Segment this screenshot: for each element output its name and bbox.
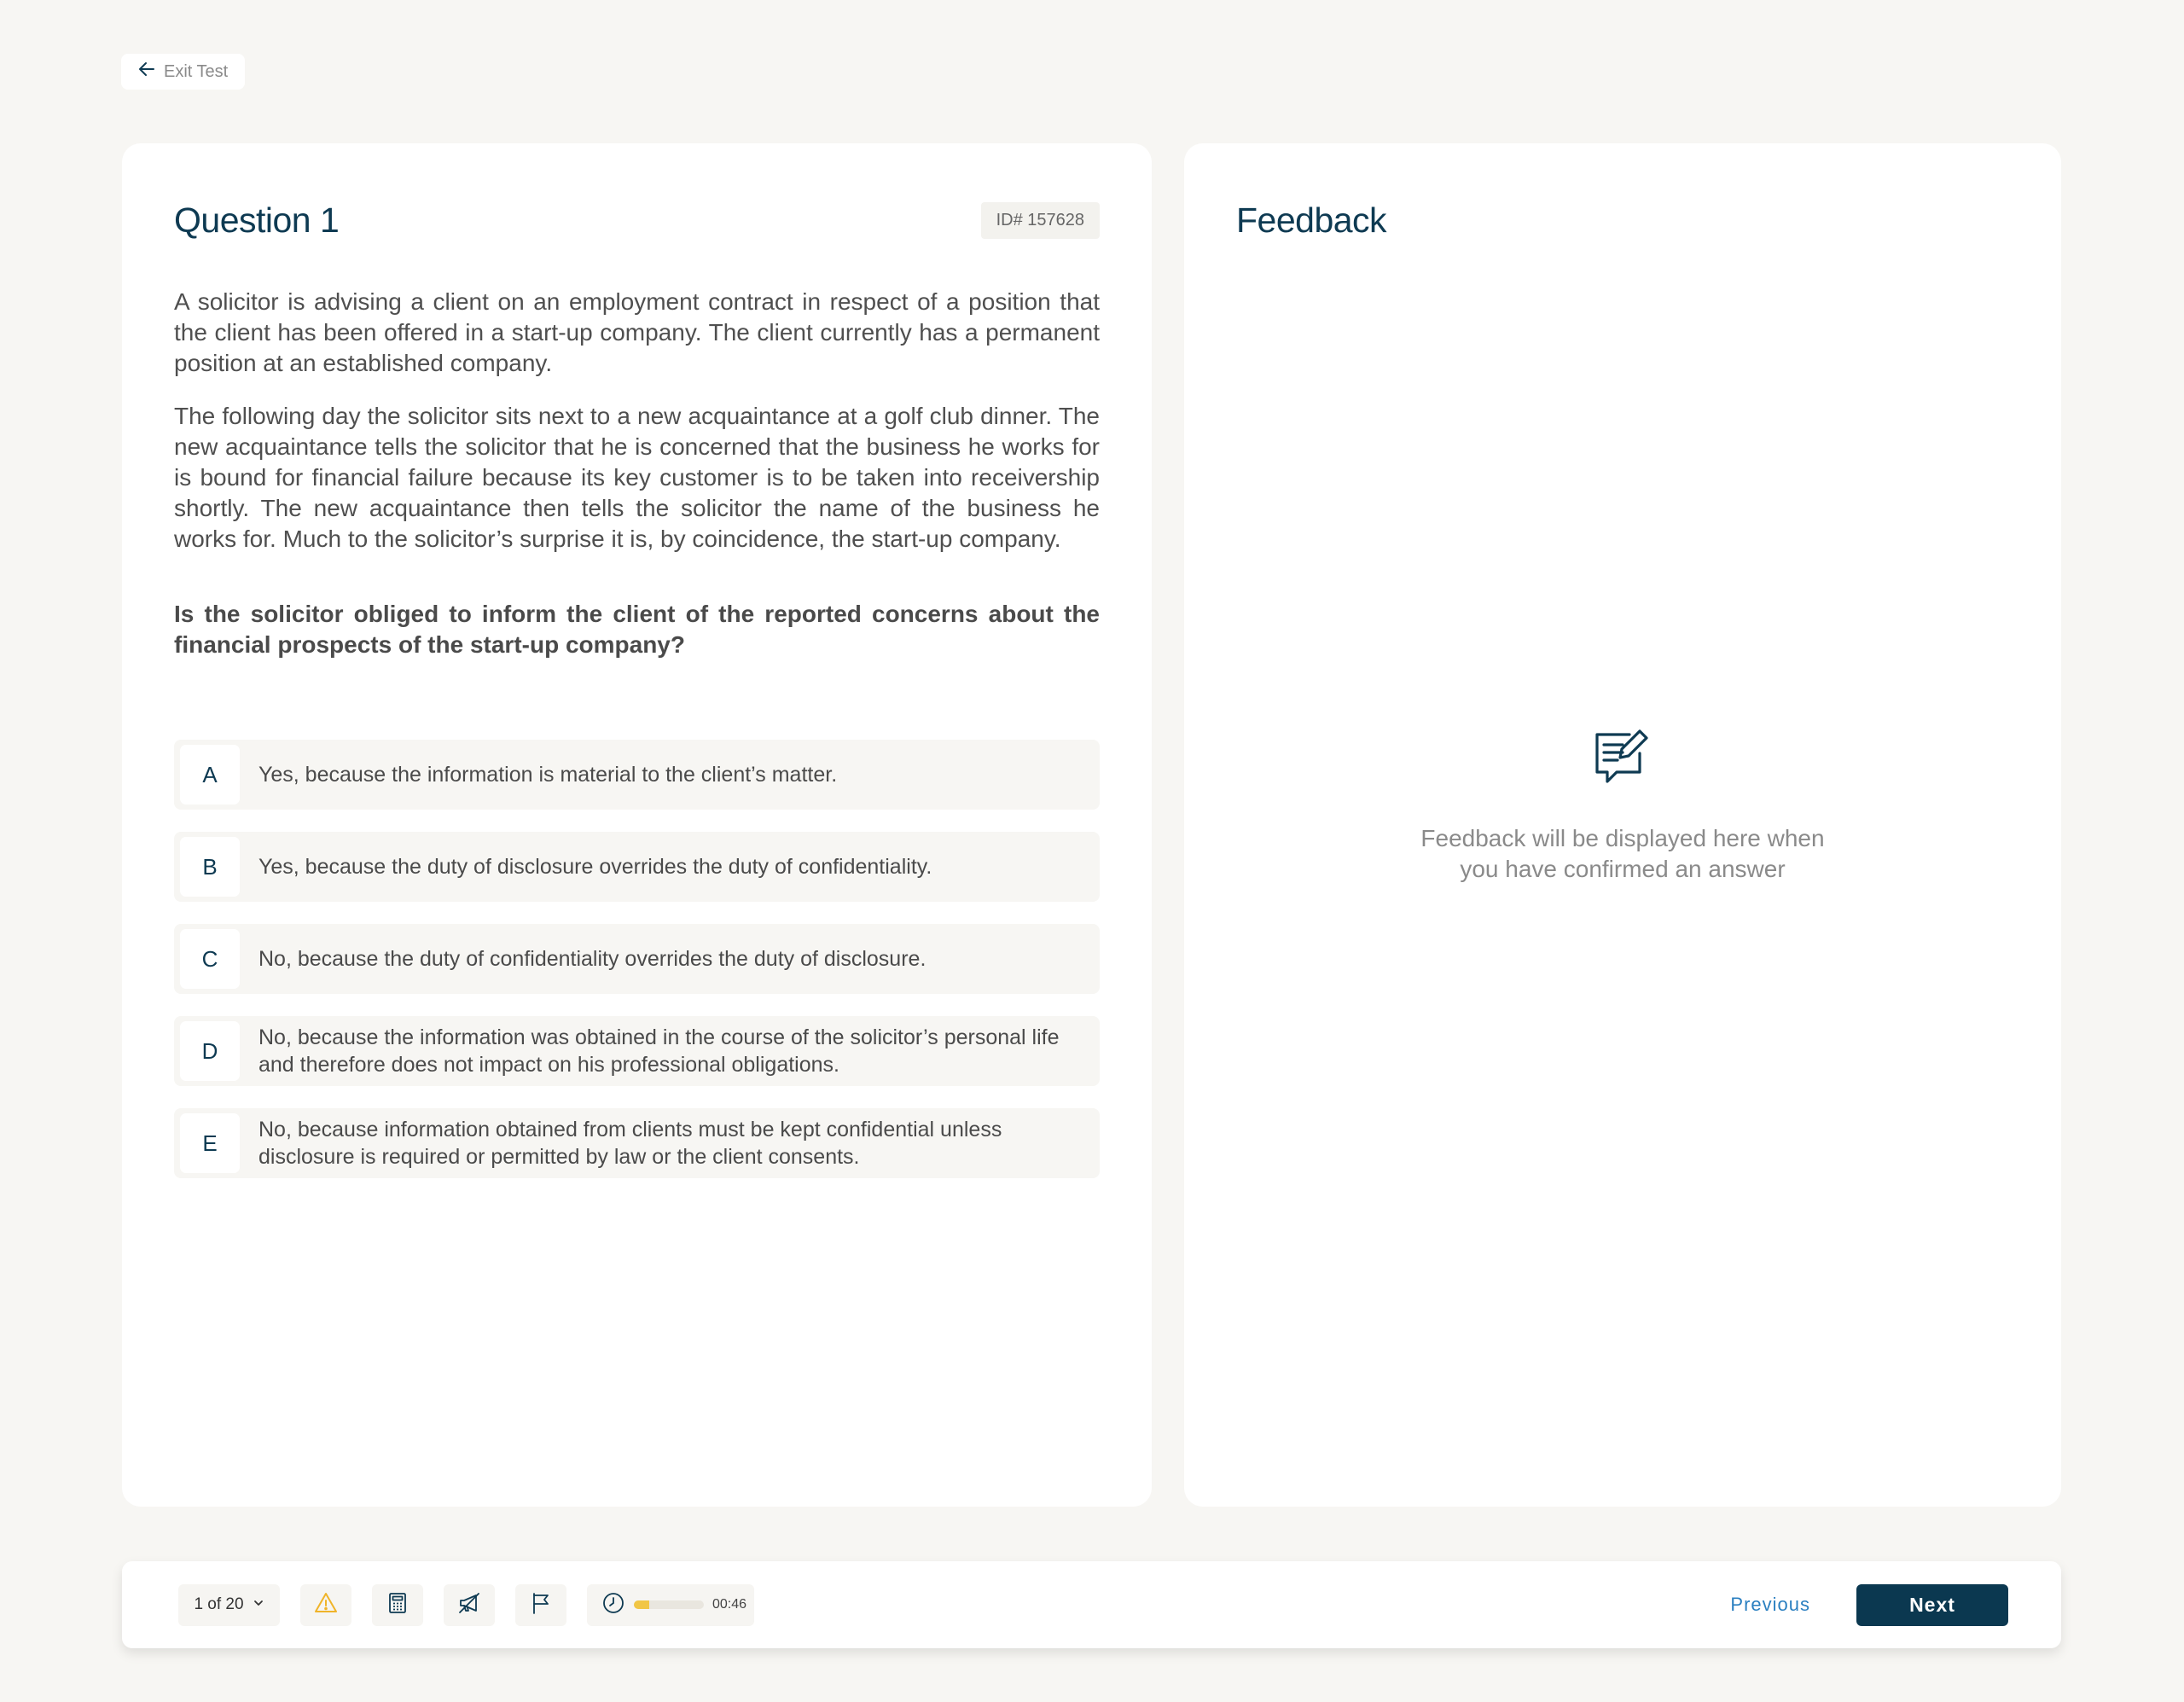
arrow-left-icon [136,59,157,84]
warning-icon [313,1590,339,1620]
answer-option-c[interactable] [174,924,1100,994]
option-text: No, because information obtained from clients must be kept confidential unless disclosure is required or permitted by law or the client consents. [258,1118,1002,1169]
feedback-placeholder-text: Feedback will be displayed here when you have confirmed an answer [1420,825,1825,882]
question-stem [174,287,1100,555]
flag-question-button[interactable] [515,1584,566,1626]
option-text: No, because the information was obtained in the course of the solicitor’s personal life and therefore does not impact on his professional obligations. [258,1025,1060,1077]
feedback-panel [1184,143,2061,1507]
stem-paragraph: The following day the solicitor sits next to a new acquaintance at a golf club dinner. The new acquaintance tells the solicitor that he is concerned that the business he works for is bound for financial failure because its key customer is to be taken into receivership shortly. The new acquaintance then tells the solicitor the name of the business he works for. Much to the solicitor’s surprise it is, by coincidence, the start-up company. [174,403,1100,552]
timer-value: 00:46 [712,1597,747,1612]
option-text: Yes, because the duty of disclosure overrides the duty of confidentiality. [258,855,932,879]
clock-icon [601,1591,625,1619]
exit-test-label: Exit Test [164,61,229,81]
flag-icon [528,1590,554,1620]
chevron-down-icon [253,1595,264,1614]
mute-megaphone-icon [456,1590,482,1620]
next-button[interactable]: Next [1856,1584,2008,1626]
question-title: Question 1 [174,200,340,240]
option-text: Yes, because the information is material to the client’s matter. [258,763,838,787]
calculator-button[interactable] [372,1584,423,1626]
option-letter: E [180,1113,240,1173]
stem-paragraph: A solicitor is advising a client on an employment contract in respect of a position that the client has been offered in a start-up company. The client currently has a permanent position at an established company. [174,288,1100,376]
mute-button[interactable] [444,1584,495,1626]
timer-progress-fill [634,1600,649,1609]
previous-button[interactable]: Previous [1730,1594,1810,1615]
question-prompt: Is the solicitor obliged to inform the client of the reported concerns about the financial prospects of the start-up company? [174,601,1100,658]
option-letter: C [180,929,240,989]
question-panel [122,143,1152,1507]
feedback-edit-icon [1590,725,1655,794]
report-issue-button[interactable] [300,1584,351,1626]
calculator-icon [385,1590,410,1620]
question-counter: 1 of 20 [194,1595,244,1613]
answer-option-e[interactable] [174,1108,1100,1178]
option-letter: A [180,745,240,805]
question-header [174,195,1100,246]
bottom-toolbar [122,1561,2061,1648]
feedback-title: Feedback [1236,200,1387,240]
question-select-dropdown[interactable] [178,1584,280,1626]
option-letter: D [180,1021,240,1081]
answer-option-b[interactable] [174,832,1100,902]
timer [587,1584,754,1626]
question-id-badge: ID# 157628 [981,202,1100,239]
answer-option-a[interactable] [174,740,1100,810]
answer-option-d[interactable] [174,1016,1100,1086]
answer-options [174,740,1100,1178]
option-text: No, because the duty of confidentiality overrides the duty of disclosure. [258,947,926,971]
option-letter: B [180,837,240,897]
exit-test-button[interactable] [121,54,245,90]
timer-progress-bar [634,1600,704,1609]
feedback-empty-state [1184,725,2061,885]
